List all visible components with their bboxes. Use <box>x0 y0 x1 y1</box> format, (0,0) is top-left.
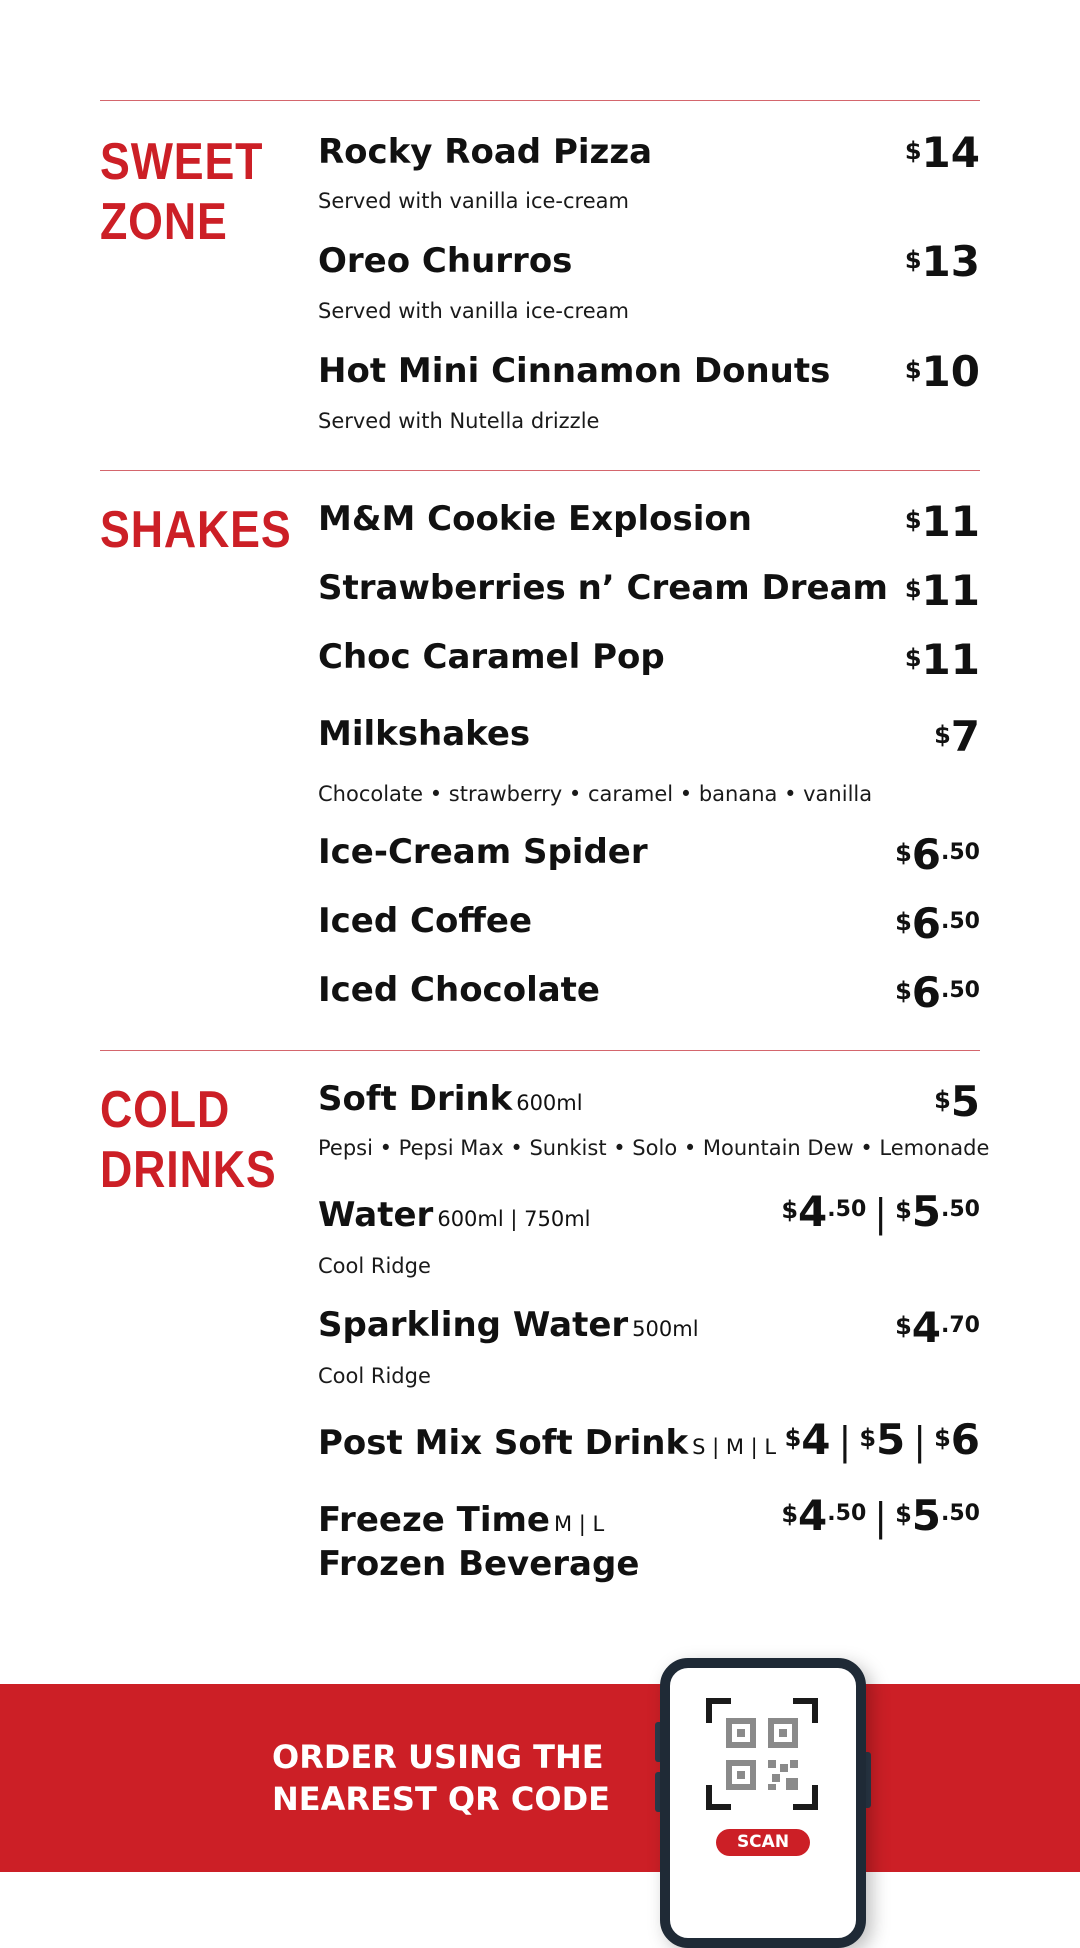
item-name-mm-cookie-explosion: M&M Cookie Explosion <box>318 499 752 539</box>
section-title-line: ZONE <box>100 193 228 251</box>
item-name-ice-cream-spider: Ice-Cream Spider <box>318 832 648 872</box>
item-name-iced-chocolate: Iced Chocolate <box>318 970 600 1010</box>
divider-shakes-cold <box>100 1050 980 1051</box>
item-price: $11 <box>904 635 980 684</box>
item-description: Cool Ridge <box>318 1364 431 1388</box>
size-note: 600ml | 750ml <box>437 1207 591 1231</box>
item-name-sparkling-water: Sparkling Water 500ml <box>318 1305 699 1345</box>
section-title-line: SWEET <box>100 133 264 191</box>
item-name-rocky-road-pizza: Rocky Road Pizza <box>318 132 653 172</box>
item-description: Pepsi • Pepsi Max • Sunkist • Solo • Mountain Dew • Lemonade <box>318 1136 990 1160</box>
item-price-multi: $4.50 | $5.50 <box>781 1187 980 1236</box>
item-price: $7 <box>934 712 980 761</box>
item-price: $6.50 <box>895 968 980 1017</box>
size-note: S | M | L <box>692 1435 777 1459</box>
section-title-line: DRINKS <box>100 1141 277 1199</box>
item-price: $6.50 <box>895 830 980 879</box>
item-name-freeze-time: Freeze Time M | L <box>318 1500 605 1540</box>
section-title-line: SHAKES <box>100 501 292 559</box>
item-name-water: Water 600ml | 750ml <box>318 1195 591 1235</box>
item-price-multi: $4 | $5 | $6 <box>784 1415 980 1464</box>
item-price-multi: $4.50 | $5.50 <box>781 1491 980 1540</box>
item-description: Served with vanilla ice-cream <box>318 299 629 323</box>
section-title-cold-drinks <box>100 1080 277 1200</box>
qr-code-icon <box>706 1698 818 1810</box>
size-note: 500ml <box>632 1317 699 1341</box>
item-name-hot-mini-cinnamon-donuts: Hot Mini Cinnamon Donuts <box>318 351 831 391</box>
item-price: $11 <box>904 497 980 546</box>
banner-text <box>272 1736 610 1820</box>
item-price: $5 <box>934 1077 980 1126</box>
scan-button: SCAN <box>716 1829 810 1856</box>
divider-top <box>100 100 980 101</box>
item-name-strawberries-n-cream-dream: Strawberries n’ Cream Dream <box>318 568 888 608</box>
size-note: 600ml <box>516 1091 583 1115</box>
item-name-oreo-churros: Oreo Churros <box>318 241 573 281</box>
section-title-shakes <box>100 500 292 560</box>
item-description: Cool Ridge <box>318 1254 431 1278</box>
section-title-line: COLD <box>100 1081 231 1139</box>
item-description: Served with vanilla ice-cream <box>318 189 629 213</box>
item-price: $13 <box>904 237 980 286</box>
section-title-sweet-zone <box>100 132 263 252</box>
item-price: $6.50 <box>895 899 980 948</box>
item-price: $4.70 <box>895 1303 980 1352</box>
item-price: $14 <box>904 128 980 177</box>
item-price: $11 <box>904 566 980 615</box>
item-name-milkshakes: Milkshakes <box>318 714 531 754</box>
item-name-frozen-beverage: Frozen Beverage <box>318 1544 640 1584</box>
item-name-choc-caramel-pop: Choc Caramel Pop <box>318 637 665 677</box>
banner-line: NEAREST QR CODE <box>272 1780 611 1818</box>
item-name-post-mix-soft-drink: Post Mix Soft Drink S | M | L <box>318 1423 777 1463</box>
item-description: Chocolate • strawberry • caramel • banana • vanilla <box>318 782 873 806</box>
size-note: M | L <box>553 1512 605 1536</box>
divider-sweet-shakes <box>100 470 980 471</box>
banner-line: ORDER USING THE <box>272 1738 604 1776</box>
item-name-soft-drink: Soft Drink 600ml <box>318 1079 583 1119</box>
item-name-iced-coffee: Iced Coffee <box>318 901 533 941</box>
item-description: Served with Nutella drizzle <box>318 409 600 433</box>
item-price: $10 <box>904 347 980 396</box>
